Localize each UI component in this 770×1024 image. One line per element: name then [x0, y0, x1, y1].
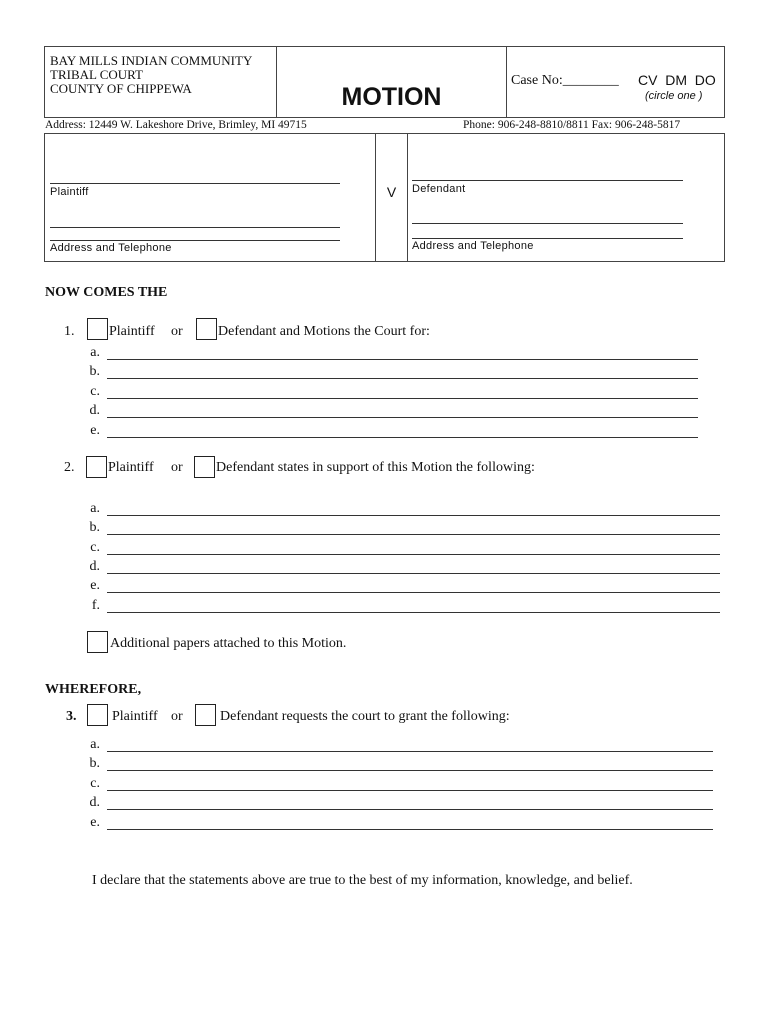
- plaintiff-name-line[interactable]: [50, 183, 340, 184]
- section-2-plaintiff-label: Plaintiff: [108, 460, 154, 475]
- defendant-label: Defendant: [412, 183, 466, 195]
- section-2-item-a-letter: a.: [90, 501, 100, 516]
- section-3-item-b-letter: b.: [89, 756, 100, 771]
- section-1-item-a-line[interactable]: [107, 359, 698, 360]
- section-1-item-d-line[interactable]: [107, 417, 698, 418]
- section-2-item-b-letter: b.: [89, 520, 100, 535]
- section-2-item-d-line[interactable]: [107, 573, 720, 574]
- wherefore-heading: WHEREFORE,: [45, 682, 142, 697]
- court-line-1: BAY MILLS INDIAN COMMUNITY: [50, 53, 253, 68]
- section-1-item-c-line[interactable]: [107, 398, 698, 399]
- section-3-number: 3.: [66, 709, 77, 724]
- parties-divider-right: [407, 133, 408, 262]
- section-3-defendant-checkbox[interactable]: [195, 704, 216, 726]
- section-2-item-a-line[interactable]: [107, 515, 720, 516]
- section-1-number: 1.: [64, 324, 75, 339]
- circle-one-note: (circle one ): [645, 90, 703, 102]
- section-3-item-d-letter: d.: [89, 795, 100, 810]
- court-phone: Phone: 906-248-8810/8811 Fax: 906-248-5817: [463, 119, 681, 131]
- section-2-number: 2.: [64, 460, 75, 475]
- section-1-defendant-label: Defendant and Motions the Court for:: [218, 324, 430, 339]
- section-1-item-d-letter: d.: [89, 403, 100, 418]
- defendant-address-label: Address and Telephone: [412, 240, 534, 252]
- section-2-item-f-line[interactable]: [107, 612, 720, 613]
- section-1-defendant-checkbox[interactable]: [196, 318, 217, 340]
- section-1-item-e-line[interactable]: [107, 437, 698, 438]
- header-divider-right: [506, 46, 507, 118]
- section-1-item-c-letter: c.: [90, 384, 100, 399]
- section-2-defendant-checkbox[interactable]: [194, 456, 215, 478]
- defendant-address-line-2[interactable]: [412, 238, 683, 239]
- section-2-item-c-letter: c.: [90, 540, 100, 555]
- additional-papers-label: Additional papers attached to this Motion.: [110, 636, 347, 651]
- section-3-item-e-letter: e.: [90, 815, 100, 830]
- section-1-plaintiff-checkbox[interactable]: [87, 318, 108, 340]
- section-1-item-e-letter: e.: [90, 423, 100, 438]
- declaration-statement: I declare that the statements above are true to the best of my information, knowledge, and belief.: [92, 873, 633, 888]
- plaintiff-label: Plaintiff: [50, 186, 89, 198]
- court-line-3: COUNTY OF CHIPPEWA: [50, 81, 192, 96]
- court-address: Address: 12449 W. Lakeshore Drive, Brimley, MI 49715: [45, 119, 307, 131]
- section-1-item-b-line[interactable]: [107, 378, 698, 379]
- section-3-item-a-letter: a.: [90, 737, 100, 752]
- section-2-or-label: or: [171, 460, 183, 475]
- section-3-item-d-line[interactable]: [107, 809, 713, 810]
- section-1-plaintiff-label: Plaintiff: [109, 324, 155, 339]
- section-2-item-c-line[interactable]: [107, 554, 720, 555]
- section-3-item-b-line[interactable]: [107, 770, 713, 771]
- case-number-field[interactable]: Case No:________: [511, 73, 619, 88]
- court-line-2: TRIBAL COURT: [50, 67, 143, 82]
- section-2-item-b-line[interactable]: [107, 534, 720, 535]
- plaintiff-address-line-2[interactable]: [50, 240, 340, 241]
- section-2-item-d-letter: d.: [89, 559, 100, 574]
- versus-label: V: [386, 184, 397, 200]
- now-comes-heading: NOW COMES THE: [45, 285, 168, 300]
- page-title: MOTION: [341, 83, 442, 111]
- section-3-plaintiff-label: Plaintiff: [112, 709, 158, 724]
- plaintiff-address-label: Address and Telephone: [50, 242, 172, 254]
- section-2-defendant-label: Defendant states in support of this Motion the following:: [216, 460, 535, 475]
- section-3-or-label: or: [171, 709, 183, 724]
- plaintiff-address-line-1[interactable]: [50, 227, 340, 228]
- section-1-item-a-letter: a.: [90, 345, 100, 360]
- case-type-options[interactable]: CV DM DO: [638, 72, 716, 88]
- defendant-address-line-1[interactable]: [412, 223, 683, 224]
- court-name: [50, 54, 252, 96]
- section-2-plaintiff-checkbox[interactable]: [86, 456, 107, 478]
- section-2-item-e-letter: e.: [90, 578, 100, 593]
- section-3-item-a-line[interactable]: [107, 751, 713, 752]
- additional-papers-checkbox[interactable]: [87, 631, 108, 653]
- section-3-item-e-line[interactable]: [107, 829, 713, 830]
- section-1-item-b-letter: b.: [89, 364, 100, 379]
- section-3-defendant-label: Defendant requests the court to grant the following:: [220, 709, 510, 724]
- section-3-item-c-line[interactable]: [107, 790, 713, 791]
- section-3-item-c-letter: c.: [90, 776, 100, 791]
- section-2-item-e-line[interactable]: [107, 592, 720, 593]
- section-2-item-f-letter: f.: [91, 598, 100, 613]
- defendant-name-line[interactable]: [412, 180, 683, 181]
- section-3-plaintiff-checkbox[interactable]: [87, 704, 108, 726]
- section-1-or-label: or: [171, 324, 183, 339]
